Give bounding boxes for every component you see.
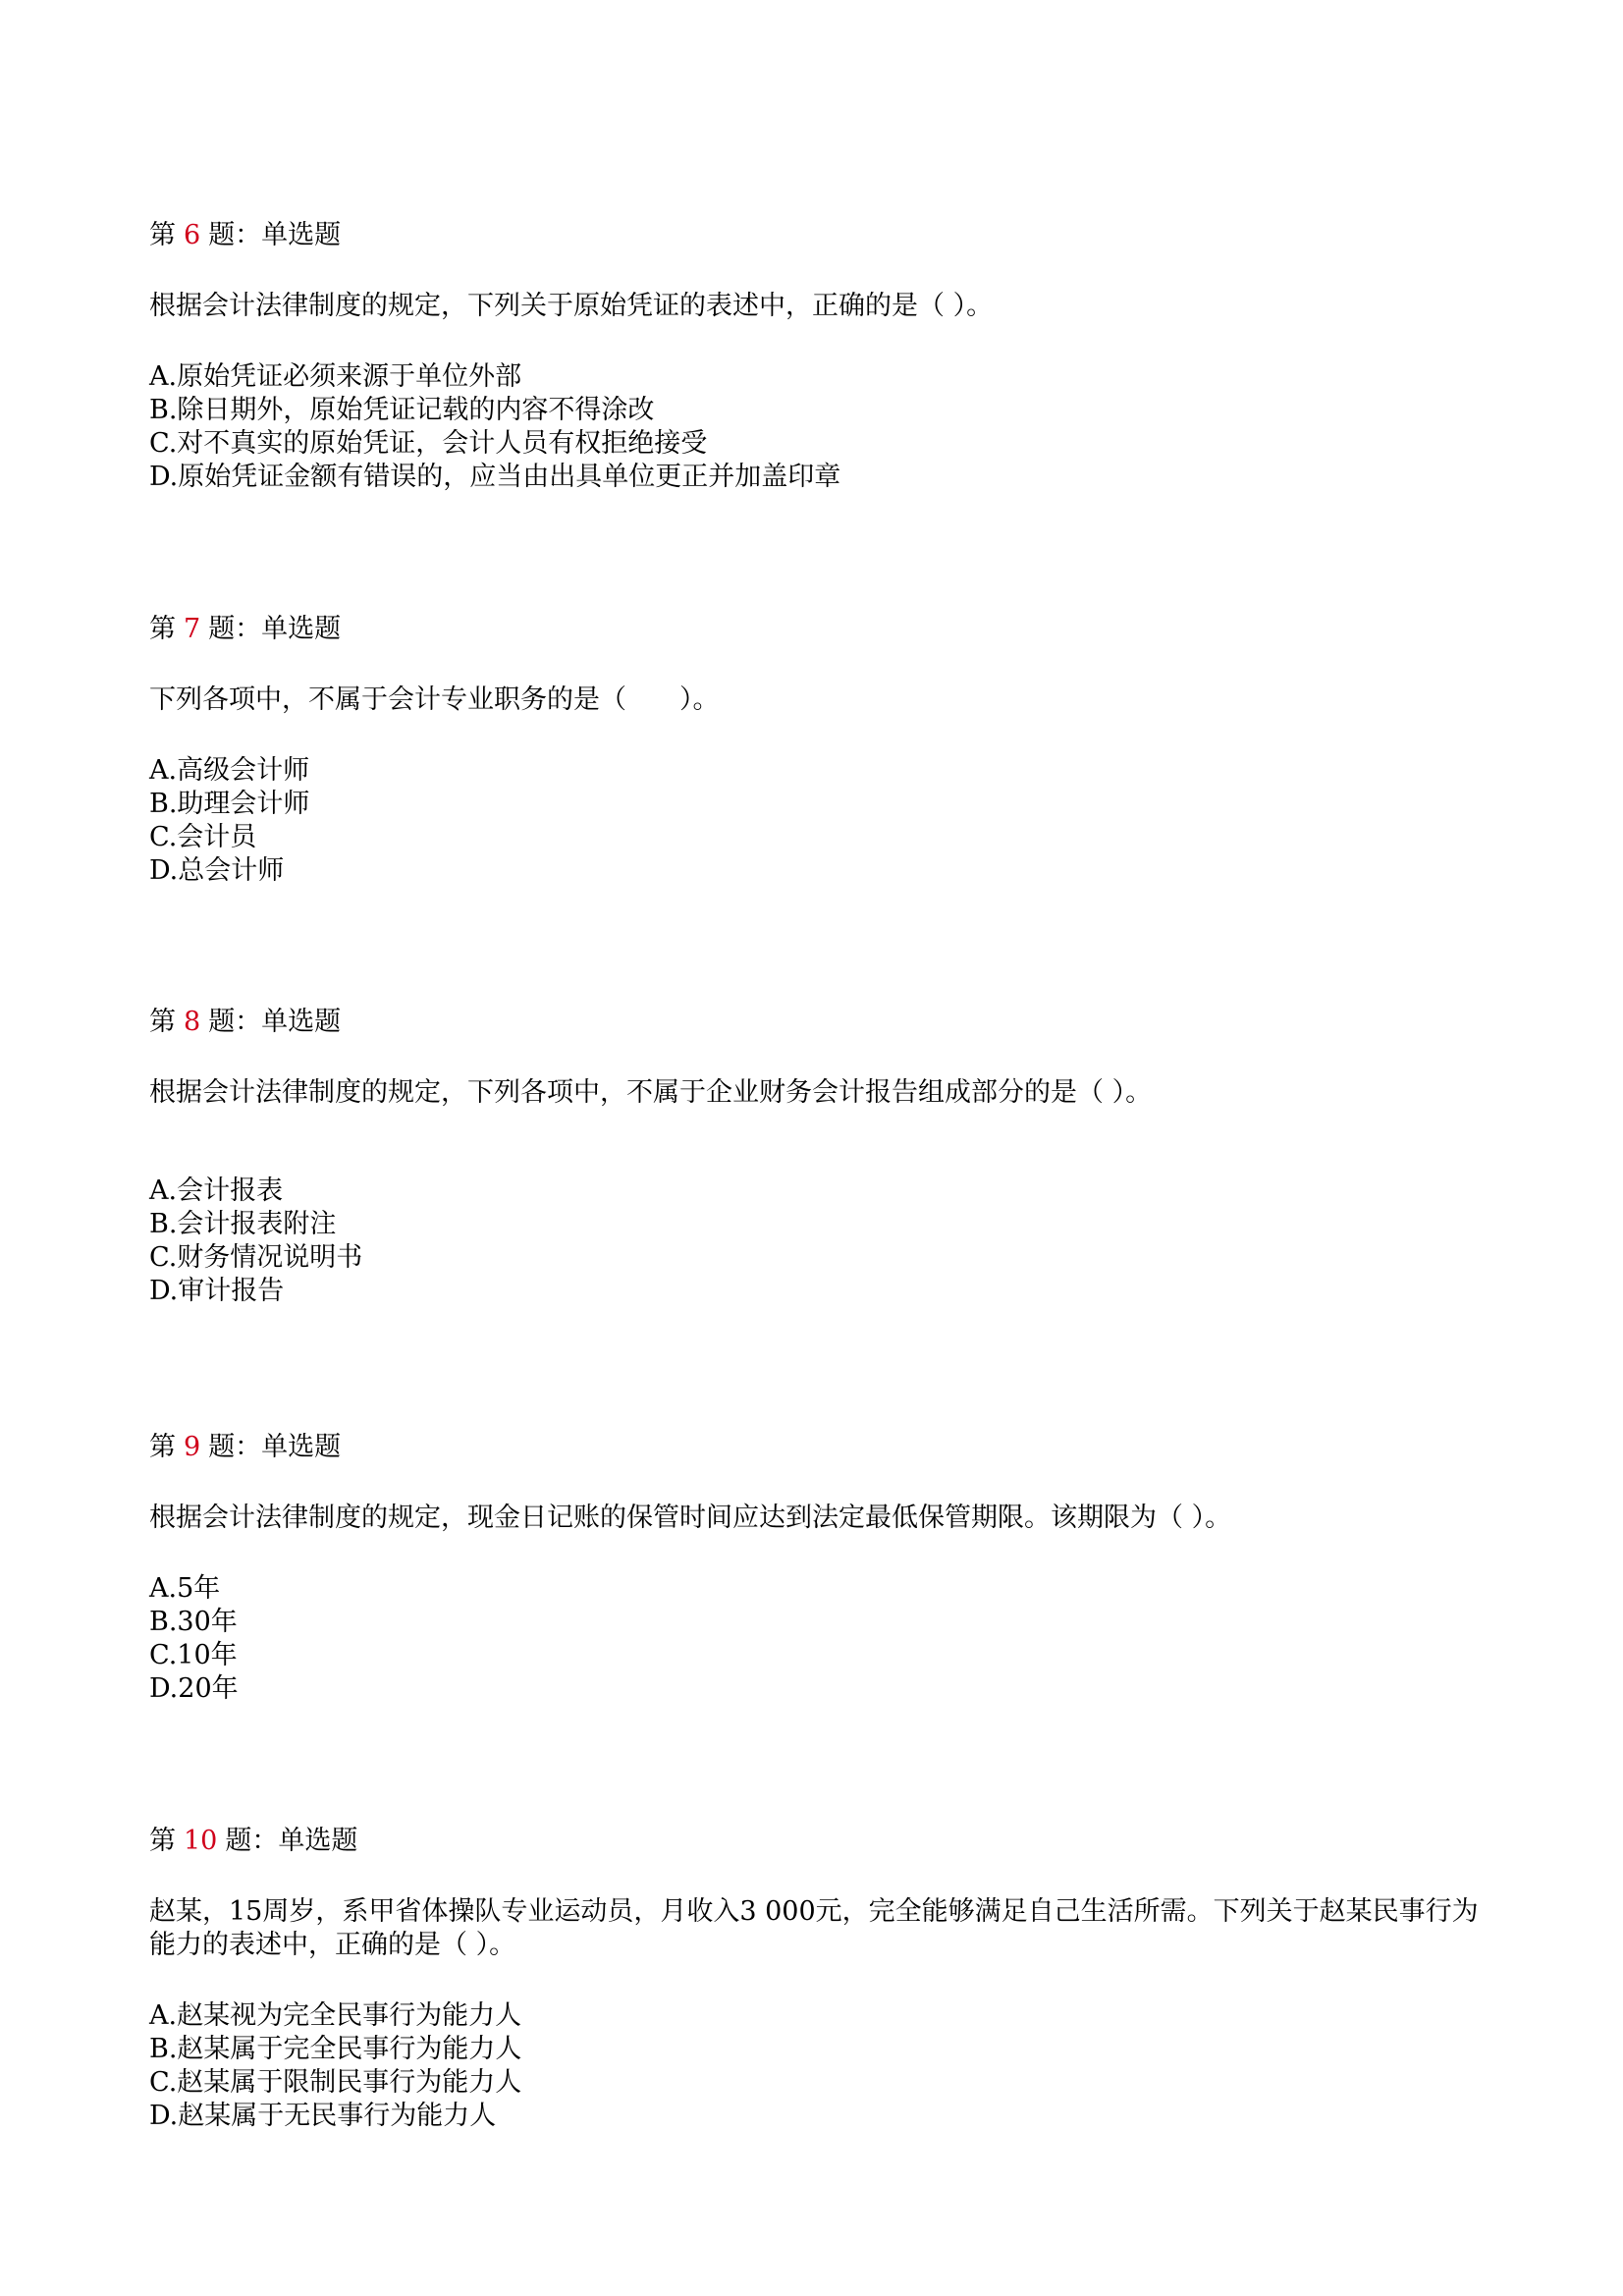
question-number: 8	[184, 1007, 201, 1037]
option-b: B.除日期外，原始凭证记载的内容不得涂改	[149, 395, 655, 425]
option-b: B.赵某属于完全民事行为能力人	[149, 2034, 522, 2064]
option-c: C.赵某属于限制民事行为能力人	[149, 2067, 522, 2098]
option-a: A.5年	[149, 1573, 221, 1604]
option-c: C.对不真实的原始凭证，会计人员有权拒绝接受	[149, 428, 708, 459]
question-stem: 根据会计法律制度的规定，下列关于原始凭证的表述中，正确的是（ ）。	[149, 291, 994, 321]
question-prefix: 第	[149, 1432, 176, 1462]
option-d: D.原始凭证金额有错误的，应当由出具单位更正并加盖印章	[149, 462, 841, 492]
option-list	[149, 1175, 1504, 1308]
option-d: D.总会计师	[149, 855, 285, 886]
question-header	[149, 219, 1504, 252]
question-type: 题：单选题	[208, 1007, 342, 1037]
question-stem: 下列各项中，不属于会计专业职务的是（ ）。	[149, 684, 720, 715]
question-prefix: 第	[149, 1826, 176, 1856]
question-type: 题：单选题	[225, 1826, 358, 1856]
question-6	[149, 219, 1504, 494]
question-stem: 根据会计法律制度的规定，下列各项中，不属于企业财务会计报告组成部分的是（ ）。	[149, 1077, 1153, 1108]
question-number: 6	[184, 220, 201, 250]
question-9	[149, 1431, 1504, 1706]
option-d: D.20年	[149, 1673, 239, 1704]
question-header	[149, 1006, 1504, 1039]
question-8	[149, 1006, 1504, 1308]
option-list	[149, 1999, 1504, 2133]
option-a: A.原始凭证必须来源于单位外部	[149, 361, 522, 392]
question-header	[149, 1431, 1504, 1464]
option-c: C.10年	[149, 1640, 238, 1670]
question-7	[149, 613, 1504, 888]
option-c: C.财务情况说明书	[149, 1242, 363, 1273]
question-number: 9	[184, 1432, 201, 1462]
option-b: B.30年	[149, 1607, 238, 1637]
option-a: A.赵某视为完全民事行为能力人	[149, 2000, 522, 2031]
question-stem: 赵某，15周岁，系甲省体操队专业运动员，月收入3 000元，完全能够满足自己生活所需。下列关于赵某民事行为能力的表述中，正确的是（ ）。	[149, 1896, 1479, 1960]
option-d: D.赵某属于无民事行为能力人	[149, 2101, 497, 2131]
question-prefix: 第	[149, 614, 176, 644]
question-type: 题：单选题	[208, 614, 342, 644]
question-type: 题：单选题	[208, 220, 342, 250]
question-number: 7	[184, 614, 201, 644]
option-b: B.助理会计师	[149, 789, 310, 819]
question-number: 10	[184, 1826, 218, 1856]
question-header	[149, 613, 1504, 646]
question-header	[149, 1825, 1504, 1858]
question-prefix: 第	[149, 1007, 176, 1037]
question-stem: 根据会计法律制度的规定，现金日记账的保管时间应达到法定最低保管期限。该期限为（ ）。	[149, 1503, 1232, 1533]
option-b: B.会计报表附注	[149, 1209, 337, 1239]
question-prefix: 第	[149, 220, 176, 250]
option-c: C.会计员	[149, 822, 257, 852]
question-10	[149, 1825, 1504, 2133]
question-type: 题：单选题	[208, 1432, 342, 1462]
option-list	[149, 754, 1504, 888]
option-a: A.高级会计师	[149, 755, 310, 786]
option-list	[149, 360, 1504, 494]
option-a: A.会计报表	[149, 1175, 284, 1206]
option-list	[149, 1572, 1504, 1706]
option-d: D.审计报告	[149, 1276, 285, 1306]
